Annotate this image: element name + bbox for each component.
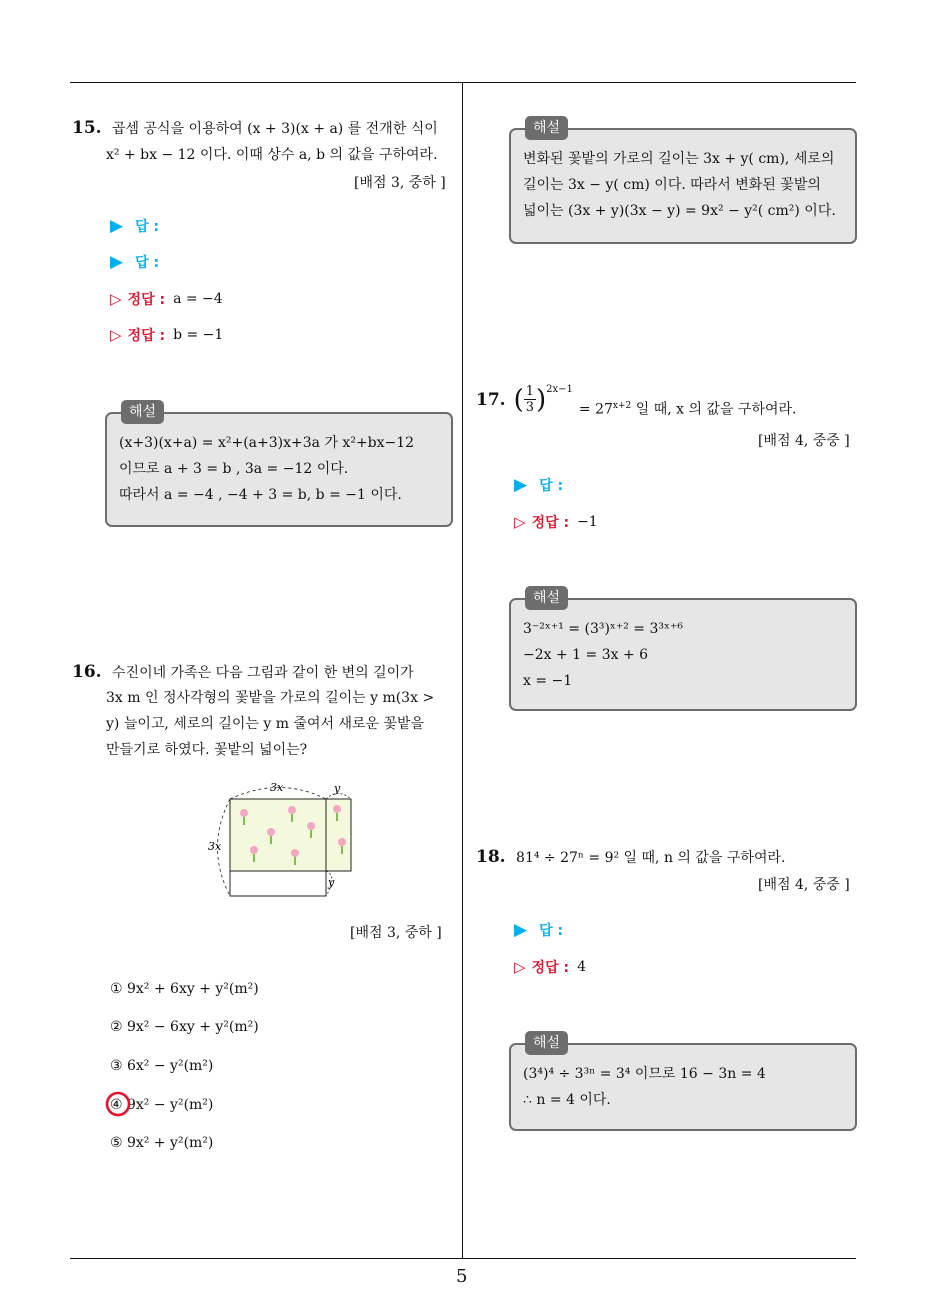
fraction-numerator: 1 [525,384,535,400]
explanation-line: ∴ n = 4 이다. [523,1092,611,1108]
question-16-number: 16. [72,662,102,682]
explanation-line: 길이는 3x − y( cm) 이다. 따라서 변화된 꽃밭의 [523,177,821,193]
question-17-score: [배점 4, 중중 ] [758,433,850,449]
play-triangle-icon: ▶ [514,475,528,495]
bottom-rule [70,1258,856,1259]
top-rule [70,82,856,83]
question-15-score: [배점 3, 중하 ] [354,175,446,191]
outline-triangle-icon: ▷ [514,513,526,531]
outline-triangle-icon: ▷ [110,326,122,344]
question-15-text1: 곱셈 공식을 이용하여 (x + 3)(x + a) 를 전개한 식이 [112,121,438,137]
explanation-tag: 해설 [525,1031,568,1055]
question-15-line1 [72,118,438,139]
correct-value: b = −1 [173,327,224,343]
question-15-line2: x² + bx − 12 이다. 이때 상수 a, b 의 값을 구하여라. [106,147,438,163]
choice-5[interactable]: ⑤ 9x² + y²(m²) [110,1135,214,1151]
q18-correct-row [514,957,586,977]
question-16-line2: 3x m 인 정사각형의 꽃밭을 가로의 길이는 y m(3x > [106,690,435,706]
fraction-denominator: 3 [525,400,535,416]
q15-explanation-box [105,404,453,527]
explanation-line: 따라서 a = −4 , −4 + 3 = b, b = −1 이다. [119,487,402,503]
answer-label: 답 : [539,923,564,939]
question-16-line4: 만들기로 하였다. 꽃밭의 넓이는? [106,742,308,758]
figure-label-y-bottom: y [328,876,335,889]
explanation-line: 이므로 a + 3 = b , 3a = −12 이다. [119,461,349,477]
q16-explanation-box [509,120,857,244]
q18-explanation-box [509,1035,857,1131]
q17-explanation-box [509,590,857,711]
play-triangle-icon: ▶ [514,920,528,940]
choice-3[interactable]: ③ 6x² − y²(m²) [110,1058,214,1074]
q17-correct-row [514,512,598,532]
q15-answer-row-2 [110,252,159,272]
outline-triangle-icon: ▷ [514,958,526,976]
choice-2[interactable]: ② 9x² − 6xy + y²(m²) [110,1019,259,1035]
question-17-number: 17. [476,389,506,410]
choice-4[interactable]: ④ 9x² − y²(m²) [110,1097,214,1113]
fraction-power: 2x−1 [546,384,573,396]
explanation-tag: 해설 [525,586,568,610]
figure-label-y-top: y [334,782,341,795]
explanation-line: (3⁴)⁴ ÷ 3³ⁿ = 3⁴ 이므로 16 − 3n = 4 [523,1066,766,1082]
explanation-line: x = −1 [523,673,573,689]
question-17-fraction: ( $\frac{1}{3}$ ) $^{2x-1}$ [514,384,573,415]
correct-label: 정답 : [127,292,166,308]
q15-answer-row-1 [110,216,159,236]
rhs-power: x+2 [612,401,632,411]
question-17-tail: 일 때, x 의 값을 구하여라. [631,401,797,418]
correct-label: 정답 : [531,960,570,976]
explanation-line: (x+3)(x+a) = x²+(a+3)x+3a 가 x²+bx−12 [119,435,415,451]
question-18-text1: 81⁴ ÷ 27ⁿ = 9² 일 때, n 의 값을 구하여라. [516,850,786,866]
explanation-tag: 해설 [121,400,164,424]
explanation-line: 3⁻²ˣ⁺¹ = (3³)ˣ⁺² = 3³ˣ⁺⁶ [523,621,683,637]
page-number: 5 [456,1266,468,1287]
question-16-line1 [72,662,414,683]
answer-label: 답 : [135,255,160,271]
explanation-tag: 해설 [525,116,568,140]
question-18-line1 [476,847,785,868]
correct-value: a = −4 [173,291,223,307]
correct-label: 정답 : [531,515,570,531]
outline-triangle-icon: ▷ [110,290,122,308]
figure-label-left: 3x [208,840,222,853]
figure-label-top: 3x [270,781,284,794]
question-17-rhs [579,396,797,420]
answer-label: 답 : [539,478,564,494]
explanation-line: 넓이는 (3x + y)(3x − y) = 9x² − y²( cm²) 이다. [523,203,836,219]
question-16-score: [배점 3, 중하 ] [350,925,442,941]
question-18-number: 18. [476,847,506,867]
q18-answer-row [514,920,563,940]
q15-correct-row-2 [110,325,223,345]
play-triangle-icon: ▶ [110,252,124,272]
choice-1[interactable]: ① 9x² + 6xy + y²(m²) [110,981,259,997]
correct-value: 4 [577,959,586,975]
column-divider [462,83,463,1259]
q15-correct-row-1 [110,289,223,309]
q17-answer-row [514,475,563,495]
question-17-line1 [476,380,796,420]
explanation-line: −2x + 1 = 3x + 6 [523,647,649,663]
correct-label: 정답 : [127,328,166,344]
question-16-line3: y) 늘이고, 세로의 길이는 y m 줄여서 새로운 꽃밭을 [106,716,425,732]
flower-bed-figure [200,778,360,904]
question-16-text1: 수진이네 가족은 다음 그림과 같이 한 변의 길이가 [112,665,414,681]
play-triangle-icon: ▶ [110,216,124,236]
rhs-base: = 27 [578,401,613,418]
selected-answer-circle-icon [104,1090,134,1120]
correct-value: −1 [577,514,598,530]
answer-label: 답 : [135,219,160,235]
question-18-score: [배점 4, 중중 ] [758,877,850,893]
explanation-line: 변화된 꽃밭의 가로의 길이는 3x + y( cm), 세로의 [523,151,835,167]
question-15-number: 15. [72,118,102,138]
